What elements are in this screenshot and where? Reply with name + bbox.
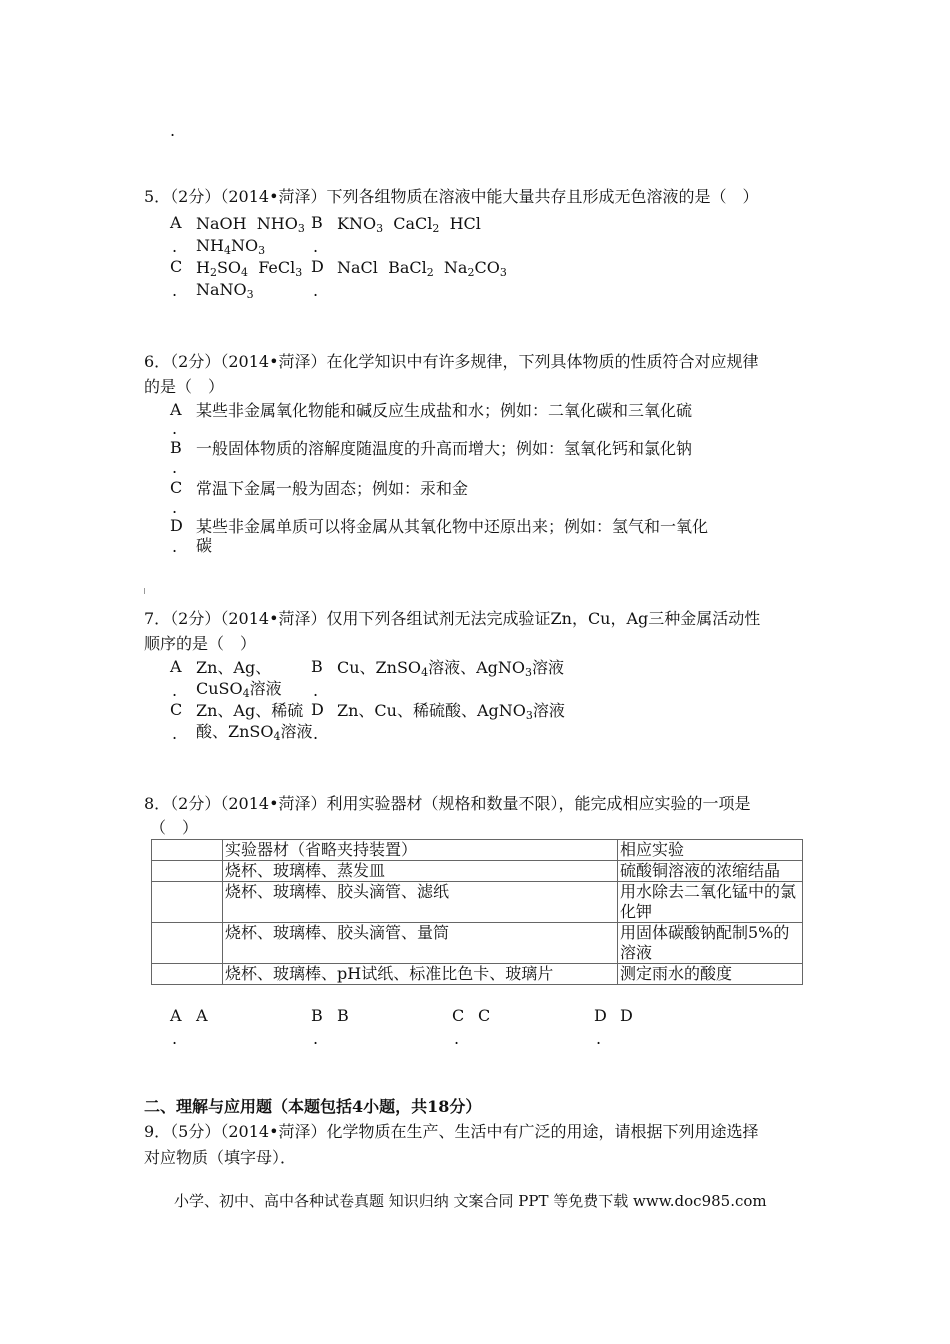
option-text: 一般固体物质的溶解度随温度的升高而增大；例如：氢氧化钙和氯化钠 (196, 439, 693, 458)
option-dot: . (313, 281, 319, 300)
option-text-line2: 酸、ZnSO$_4$溶液 (196, 722, 313, 743)
option-dot: . (313, 1029, 319, 1048)
option-dot: . (172, 1029, 178, 1048)
table-cell: 烧杯、玻璃棒、胶头滴管、滤纸 (223, 882, 618, 923)
page-footer: 小学、初中、高中各种试卷真题 知识归纳 文案合同 PPT 等免费下载 www.doc985.com (174, 1192, 767, 1210)
option-text-line2: 碳 (196, 536, 213, 555)
option-letter: C (170, 478, 183, 497)
option-text: Zn、Ag、 (196, 658, 272, 677)
option-dot: . (172, 724, 178, 743)
table-cell: 用水除去二氧化锰中的氯化钾 (618, 882, 803, 923)
option-letter: A (170, 657, 182, 676)
table-row (152, 882, 803, 923)
table-row (152, 964, 803, 985)
q8-stem-line2: （ ） (150, 818, 199, 837)
table-cell: 烧杯、玻璃棒、pH试纸、标准比色卡、玻璃片 (223, 964, 618, 985)
table-row (152, 861, 803, 882)
option-letter: D (311, 700, 324, 719)
table-cell (152, 861, 223, 882)
q7-stem-line1: 7．（2分）（2014•菏泽）仅用下列各组试剂无法完成验证Zn，Cu，Ag三种金属活动性 (144, 609, 761, 628)
option-text: $H_2SO_4$ FeCl$_3$ (196, 258, 303, 279)
option-text: NaCl BaCl$_2$ $Na_2CO_3$ (337, 258, 507, 279)
option-text: B (337, 1006, 349, 1025)
q7-stem-line2: 顺序的是（ ） (144, 634, 257, 653)
option-letter: D (311, 257, 324, 276)
option-letter: C (452, 1006, 465, 1025)
margin-mark (144, 588, 145, 594)
option-letter: C (170, 700, 183, 719)
table-row (152, 923, 803, 964)
option-dot: . (313, 237, 319, 256)
q9-stem-line2: 对应物质（填字母）． (144, 1148, 297, 1167)
table-cell (152, 923, 223, 964)
option-text: Zn、Ag、稀硫 (196, 701, 304, 720)
table-cell (152, 964, 223, 985)
option-text-line2: NaNO$_3$ (196, 280, 254, 301)
table-cell: 实验器材（省略夹持装置） (223, 840, 618, 861)
option-dot: . (454, 1029, 460, 1048)
option-text-line2: $NH_4NO_3$ (196, 236, 266, 257)
option-text: C (478, 1006, 491, 1025)
option-dot: . (172, 681, 178, 700)
option-dot: . (172, 281, 178, 300)
option-text: 常温下金属一般为固态；例如：汞和金 (196, 479, 469, 498)
q9-stem-line1: 9．（5分）（2014•菏泽）化学物质在生产、生活中有广泛的用途，请根据下列用途选择 (144, 1122, 759, 1141)
option-letter: D (170, 516, 183, 535)
section-heading: 二、理解与应用题（本题包括4小题，共18分） (144, 1097, 482, 1116)
option-dot: . (172, 458, 178, 477)
table-cell (152, 840, 223, 861)
option-dot: . (596, 1029, 602, 1048)
stray-dot: . (170, 121, 176, 140)
option-letter: A (170, 1006, 182, 1025)
experiment-table (151, 839, 803, 985)
option-dot: . (313, 724, 319, 743)
option-dot: . (313, 681, 319, 700)
option-letter: A (170, 400, 182, 419)
table-header-row (152, 840, 803, 861)
option-text-line2: CuSO$_4$溶液 (196, 679, 282, 700)
option-text: A (196, 1006, 208, 1025)
option-letter: B (311, 213, 323, 232)
option-text: 某些非金属单质可以将金属从其氧化物中还原出来；例如：氢气和一氧化 (196, 517, 709, 536)
option-letter: B (311, 1006, 323, 1025)
table-cell: 相应实验 (618, 840, 803, 861)
option-dot: . (172, 237, 178, 256)
option-dot: . (172, 498, 178, 517)
table-cell (152, 882, 223, 923)
option-letter: D (594, 1006, 607, 1025)
option-text: Cu、ZnSO$_4$溶液、AgNO$_3$溶液 (337, 658, 564, 679)
option-letter: A (170, 213, 182, 232)
option-dot: . (172, 537, 178, 556)
table-cell: 硫酸铜溶液的浓缩结晶 (618, 861, 803, 882)
option-text: D (620, 1006, 633, 1025)
table-cell: 烧杯、玻璃棒、蒸发皿 (223, 861, 618, 882)
table-cell: 用固体碳酸钠配制5%的溶液 (618, 923, 803, 964)
option-dot: . (172, 419, 178, 438)
option-text: $KNO_3$ CaCl$_2$ HCl (337, 214, 481, 235)
q6-stem-line1: 6．（2分）（2014•菏泽）在化学知识中有许多规律，下列具体物质的性质符合对应规律 (144, 352, 759, 371)
option-letter: C (170, 257, 183, 276)
option-text: Zn、Cu、稀硫酸、AgNO$_3$溶液 (337, 701, 565, 722)
table-cell: 烧杯、玻璃棒、胶头滴管、量筒 (223, 923, 618, 964)
option-text: NaOH $NHO_3$ (196, 214, 305, 235)
q5-stem: 5．（2分）（2014•菏泽）下列各组物质在溶液中能大量共存且形成无色溶液的是（ ） (144, 187, 759, 206)
table-cell: 测定雨水的酸度 (618, 964, 803, 985)
q6-stem-line2: 的是（ ） (144, 377, 225, 396)
option-letter: B (170, 438, 182, 457)
option-text: 某些非金属氧化物能和碱反应生成盐和水；例如：二氧化碳和三氧化硫 (196, 401, 693, 420)
q8-stem-line1: 8．（2分）（2014•菏泽）利用实验器材（规格和数量不限），能完成相应实验的一项是 (144, 794, 751, 813)
option-letter: B (311, 657, 323, 676)
